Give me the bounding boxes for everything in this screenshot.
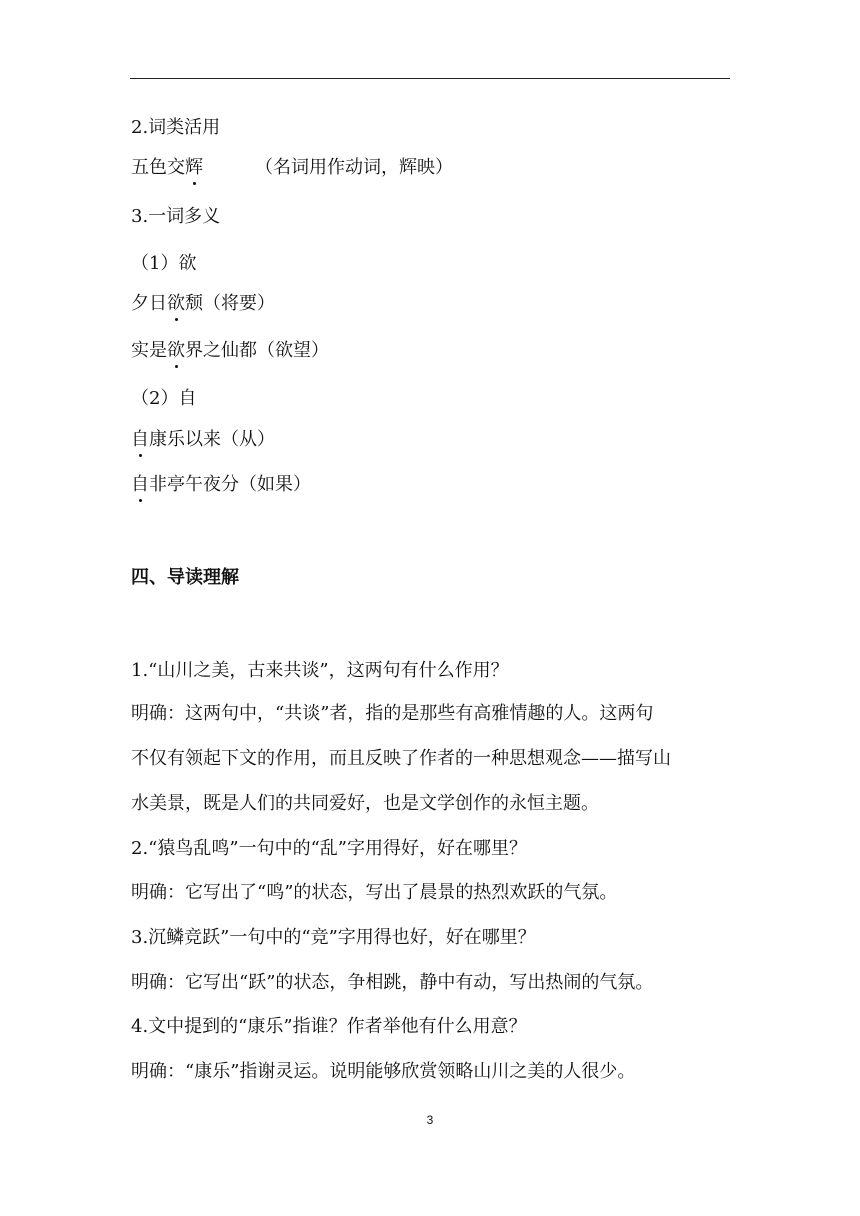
- section-4-heading: 四、导读理解: [131, 567, 239, 588]
- qa-line: 明确：“康乐”指谢灵运。说明能够欣赏领略山川之美的人很少。: [131, 1061, 636, 1082]
- section-3-title: 3.一词多义: [131, 206, 221, 227]
- section-2-title: 2.词类活用: [131, 117, 221, 138]
- gloss: （名词用作动词，辉映）: [255, 157, 453, 178]
- qa-line: 不仅有领起下文的作用，而且反映了作者的一种思想观念——描写山: [131, 748, 671, 769]
- subsection-2-title: （2）自: [131, 388, 197, 409]
- qa-line: 1.“山川之美，古来共谈”，这两句有什么作用？: [131, 660, 509, 681]
- qa-line: 明确：这两句中，“共谈”者，指的是那些有高雅情趣的人。这两句: [131, 703, 654, 724]
- emphasis-char: 自: [131, 429, 149, 450]
- page-number: 3: [426, 1113, 434, 1127]
- qa-line: 明确：它写出“跃”的状态，争相跳，静中有动，写出热闹的气氛。: [131, 972, 654, 993]
- emphasis-char: 欲: [167, 293, 185, 314]
- qa-line: 2.“猿鸟乱鸣”一句中的“乱”字用得好，好在哪里？: [131, 838, 527, 859]
- qa-line: 3.沉鳞竞跃”一句中的“竞”字用得也好，好在哪里？: [131, 927, 536, 948]
- emphasis-char: 欲: [167, 340, 185, 361]
- qa-line: 4.文中提到的“康乐”指谁？作者举他有什么用意？: [131, 1016, 527, 1037]
- emphasis-char: 辉: [185, 157, 203, 178]
- example-line: 自非亭午夜分（如果）: [131, 474, 311, 495]
- subsection-1-title: （1）欲: [131, 253, 197, 274]
- header-rule: [130, 78, 730, 79]
- example-line: 五色交辉 （名词用作动词，辉映）: [131, 157, 453, 178]
- emphasis-char: 自: [131, 474, 149, 495]
- example-line: 自康乐以来（从）: [131, 429, 275, 450]
- example-line: 实是欲界之仙都（欲望）: [131, 340, 329, 361]
- example-line: 夕日欲颓（将要）: [131, 293, 275, 314]
- qa-line: 明确：它写出了“鸣”的状态，写出了晨景的热烈欢跃的气氛。: [131, 882, 618, 903]
- qa-line: 水美景，既是人们的共同爱好，也是文学创作的永恒主题。: [131, 793, 599, 814]
